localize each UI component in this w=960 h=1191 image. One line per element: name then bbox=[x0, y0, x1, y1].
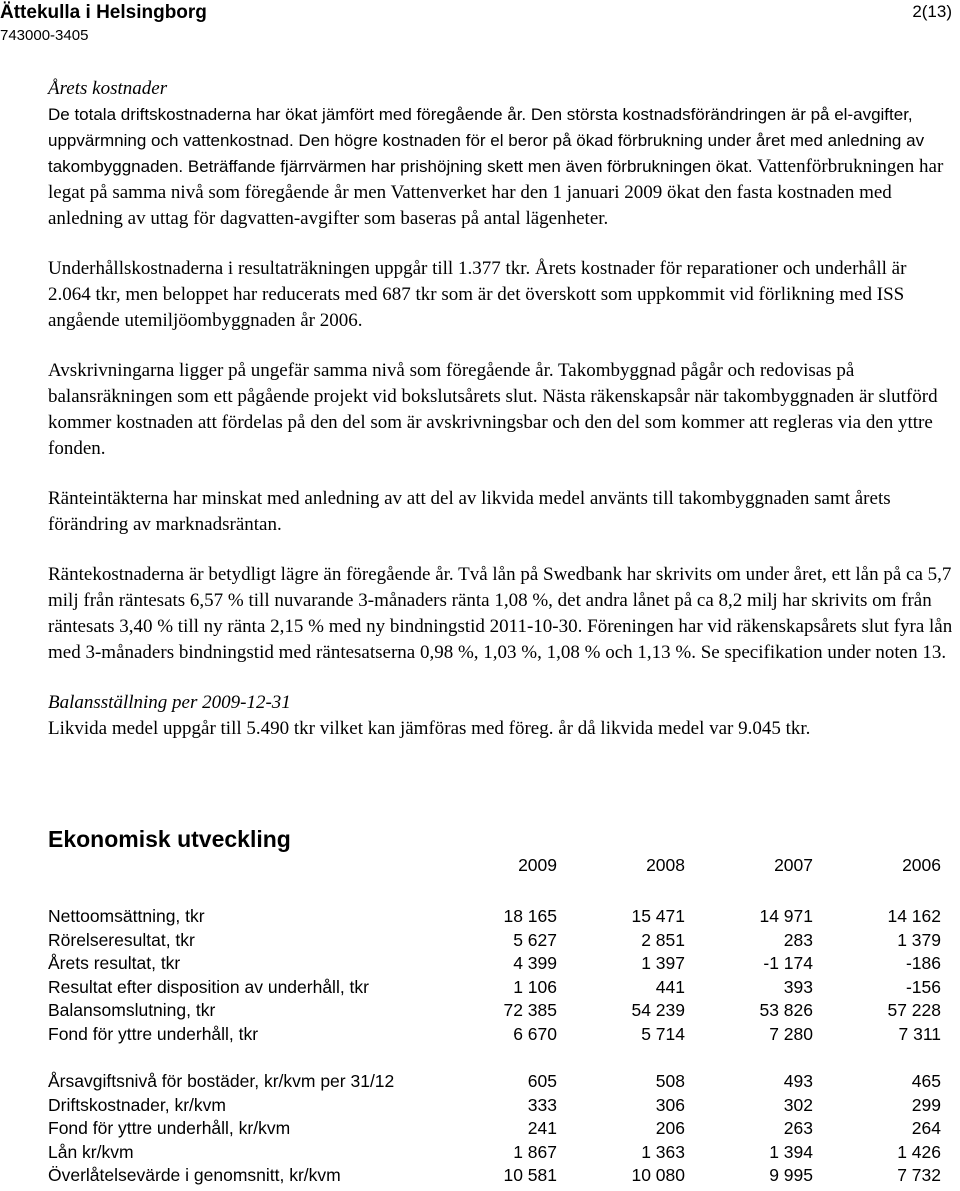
value-cell: 5 627 bbox=[513, 929, 557, 950]
value-cell: 10 581 bbox=[503, 1165, 557, 1185]
value-cell: 1 379 bbox=[897, 929, 941, 950]
section-heading-arets-kostnader: Årets kostnader bbox=[48, 78, 168, 99]
row-label: Fond för yttre underhåll, kr/kvm bbox=[48, 1118, 291, 1138]
value-cell: 4 399 bbox=[513, 953, 557, 973]
table-row bbox=[48, 952, 941, 976]
paragraph-rantekostnader: Räntekostnaderna är betydligt lägre än föregående år. Två lån på Swedbank har skrivits om under året, ett lån på ca 5,7 milj från räntesats 6,57 % till nuvarande 3-månaders ränta 1,08 %, det andra lånet på ca 8,2 milj har skrivits om från räntesats 3,40 % till ny ränta 2,15 % med ny bindningstid 2011-10-30. Föreningen har vid räkenskapsårets slut fyra lån med 3-månaders bindningstid med räntesatserna 0,98 %, 1,03 %, 1,08 % och 1,13 %. Se specifikation under noten 13. bbox=[48, 564, 953, 663]
table-row bbox=[48, 1023, 941, 1047]
value-cell: 441 bbox=[655, 976, 685, 997]
value-cell: 493 bbox=[783, 1071, 813, 1091]
paragraph-driftskostnader bbox=[48, 102, 953, 232]
value-cell: 53 826 bbox=[759, 1000, 813, 1020]
value-cell: 1 106 bbox=[513, 976, 557, 997]
table-body bbox=[48, 880, 941, 1188]
value-cell: 306 bbox=[655, 1094, 685, 1115]
year-header: 2008 bbox=[646, 855, 685, 876]
row-label: Fond för yttre underhåll, tkr bbox=[48, 1023, 259, 1044]
value-cell: 1 867 bbox=[513, 1141, 557, 1162]
value-cell: 54 239 bbox=[631, 1000, 685, 1020]
value-cell: 6 670 bbox=[513, 1023, 557, 1044]
value-cell: 15 471 bbox=[631, 906, 685, 926]
value-cell: -1 174 bbox=[763, 953, 813, 973]
value-cell: 14 971 bbox=[759, 906, 813, 926]
value-cell: 7 311 bbox=[898, 1023, 941, 1044]
table-row bbox=[48, 1070, 941, 1094]
spacer-row bbox=[48, 880, 941, 905]
table-row bbox=[48, 929, 941, 953]
value-cell: 7 280 bbox=[769, 1023, 813, 1044]
paragraph-avskrivningar: Avskrivningarna ligger på ungefär samma nivå som föregående år. Takombyggnad pågår och redovisas på balansräkningen som ett pågående projekt vid bokslutsårets slut. Nästa räkenskapsår när takombyggnaden är slutförd kommer kostnaden att fördelas på den del som är avskrivningsbar och den del som kommer att regleras via den yttre fonden. bbox=[48, 360, 938, 459]
report-body bbox=[48, 76, 953, 742]
row-label: Årets resultat, tkr bbox=[48, 953, 181, 973]
organisation-number: 743000-3405 bbox=[0, 27, 89, 44]
table-row bbox=[48, 976, 941, 1000]
value-cell: 263 bbox=[783, 1118, 813, 1138]
row-label: Rörelseresultat, tkr bbox=[48, 929, 195, 950]
row-label: Nettoomsättning, tkr bbox=[48, 906, 205, 926]
value-cell: 10 080 bbox=[631, 1165, 685, 1185]
value-cell: 18 165 bbox=[503, 906, 557, 926]
table-row bbox=[48, 1141, 941, 1165]
header-spacer bbox=[48, 852, 478, 880]
value-cell: 605 bbox=[527, 1071, 557, 1091]
value-cell: 283 bbox=[783, 929, 813, 950]
value-cell: 264 bbox=[911, 1118, 941, 1138]
value-cell: 299 bbox=[911, 1094, 941, 1115]
paragraph-driftskostnader-part2: Vattenförbrukningen har legat på samma nivå som föregående år men Vattenverket har den 1 januari 2009 ökat den fasta kostnaden med anledning av uttag för dagvatten-avgifter som baseras på antal lägenheter. bbox=[48, 156, 944, 229]
value-cell: 7 732 bbox=[897, 1165, 941, 1185]
value-cell: 5 714 bbox=[641, 1023, 685, 1044]
value-cell: -156 bbox=[905, 976, 941, 997]
year-header: 2007 bbox=[774, 855, 813, 876]
value-cell: 1 426 bbox=[897, 1141, 941, 1162]
ekonomisk-utveckling-table bbox=[48, 852, 941, 1188]
spacer-cell bbox=[48, 880, 941, 905]
table-row bbox=[48, 1164, 941, 1188]
value-cell: 2 851 bbox=[641, 929, 685, 950]
value-cell: 465 bbox=[911, 1071, 941, 1091]
value-cell: 333 bbox=[527, 1094, 557, 1115]
spacer-row bbox=[48, 1046, 941, 1070]
section-title-ekonomisk-utveckling: Ekonomisk utveckling bbox=[48, 826, 291, 852]
year-header: 2006 bbox=[902, 855, 941, 876]
value-cell: 393 bbox=[783, 976, 813, 997]
paragraph-underhall: Underhållskostnaderna i resultaträkningen uppgår till 1.377 tkr. Årets kostnader för reparationer och underhåll är 2.064 tkr, men beloppet har reducerats med 687 tkr som är det överskott som uppkommit vid förlikning med ISS angående utemiljöombyggnaden år 2006. bbox=[48, 258, 907, 331]
table-row bbox=[48, 1117, 941, 1141]
section-heading-balansstallning: Balansställning per 2009-12-31 bbox=[48, 692, 291, 713]
row-label: Balansomslutning, tkr bbox=[48, 1000, 216, 1020]
paragraph-driftskostnader-part1: De totala driftskostnaderna har ökat jämfört med föregående år. Den största kostnadsförändringen är på el-avgifter, uppvärmning och vattenkostnad. Den högre kostnaden för el beror på ökad förbrukning under året med anledning av takombyggnaden. Beträffande fjärrvärmen har prishöjning skett men även förbrukningen ökat. bbox=[48, 105, 925, 176]
page-number: 2(13) bbox=[912, 2, 952, 21]
row-label: Resultat efter disposition av underhåll, tkr bbox=[48, 976, 369, 997]
value-cell: 206 bbox=[655, 1118, 685, 1138]
paragraph-ranteintakter: Ränteintäkterna har minskat med anledning av att del av likvida medel använts till takombyggnaden samt årets förändring av marknadsräntan. bbox=[48, 488, 891, 535]
value-cell: 302 bbox=[783, 1094, 813, 1115]
association-name: Ättekulla i Helsingborg bbox=[0, 2, 207, 23]
table-row bbox=[48, 999, 941, 1023]
table-row bbox=[48, 1094, 941, 1118]
row-label: Lån kr/kvm bbox=[48, 1141, 134, 1162]
table-row bbox=[48, 905, 941, 929]
year-header: 2009 bbox=[518, 855, 557, 876]
row-label: Driftskostnader, kr/kvm bbox=[48, 1094, 226, 1115]
spacer-cell bbox=[48, 1046, 941, 1070]
row-label: Årsavgiftsnivå för bostäder, kr/kvm per 31/12 bbox=[48, 1071, 395, 1091]
value-cell: 241 bbox=[527, 1118, 557, 1138]
value-cell: 14 162 bbox=[887, 906, 941, 926]
value-cell: 9 995 bbox=[769, 1165, 813, 1185]
value-cell: 1 397 bbox=[641, 953, 685, 973]
value-cell: 1 363 bbox=[641, 1141, 685, 1162]
table-header-row bbox=[48, 852, 941, 880]
value-cell: -186 bbox=[905, 953, 941, 973]
value-cell: 72 385 bbox=[503, 1000, 557, 1020]
row-label: Överlåtelsevärde i genomsnitt, kr/kvm bbox=[48, 1165, 341, 1185]
value-cell: 1 394 bbox=[769, 1141, 813, 1162]
value-cell: 57 228 bbox=[887, 1000, 941, 1020]
paragraph-likvida-medel: Likvida medel uppgår till 5.490 tkr vilket kan jämföras med föreg. år då likvida medel var 9.045 tkr. bbox=[48, 718, 811, 739]
value-cell: 508 bbox=[655, 1071, 685, 1091]
